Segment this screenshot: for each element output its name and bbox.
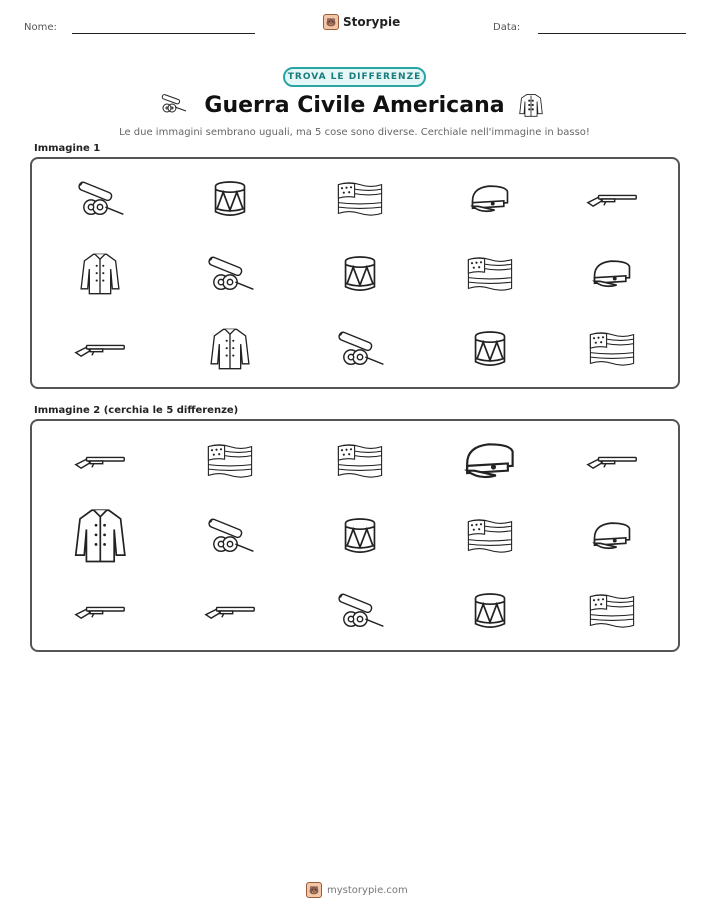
name-line[interactable] (72, 33, 255, 34)
title-coat-icon (518, 92, 544, 122)
flag-icon (557, 314, 667, 384)
flag-icon (305, 164, 415, 234)
musket-icon[interactable] (45, 576, 155, 646)
image2-panel[interactable] (30, 419, 680, 652)
drum-icon[interactable] (305, 501, 415, 571)
coat-icon[interactable] (45, 501, 155, 571)
page-title: Guerra Civile Americana (204, 93, 505, 118)
cap-icon (435, 164, 545, 234)
cannon-icon[interactable] (305, 576, 415, 646)
storypie-footer-icon: 🐻 (306, 882, 322, 898)
date-label: Data: (493, 22, 521, 33)
flag-icon[interactable] (305, 426, 415, 496)
drum-icon (305, 239, 415, 309)
musket-icon[interactable] (557, 426, 667, 496)
image1-label: Immagine 1 (34, 143, 101, 154)
date-line[interactable] (538, 33, 686, 34)
storypie-icon: 🐻 (323, 14, 339, 30)
musket-icon (45, 314, 155, 384)
drum-icon[interactable] (435, 576, 545, 646)
cap-icon[interactable] (557, 501, 667, 571)
coat-icon (45, 239, 155, 309)
coat-icon (175, 314, 285, 384)
flag-icon[interactable] (435, 501, 545, 571)
drum-icon (435, 314, 545, 384)
cannon-icon[interactable] (175, 501, 285, 571)
cap-icon[interactable] (435, 426, 545, 496)
musket-icon (557, 164, 667, 234)
musket-icon[interactable] (45, 426, 155, 496)
musket-icon[interactable] (175, 576, 285, 646)
image2-label: Immagine 2 (cerchia le 5 differenze) (34, 405, 239, 416)
footer (306, 882, 408, 898)
brand-logo (323, 14, 400, 30)
flag-icon (435, 239, 545, 309)
cannon-icon (45, 164, 155, 234)
image1-panel (30, 157, 680, 389)
instructions: Le due immagini sembrano uguali, ma 5 cose sono diverse. Cerchiale nell'immagine in basso! (119, 127, 590, 138)
cannon-icon (305, 314, 415, 384)
brand-name: Storypie (343, 15, 401, 29)
cannon-icon (175, 239, 285, 309)
activity-badge: TROVA LE DIFFERENZE (283, 67, 426, 87)
cap-icon (557, 239, 667, 309)
name-label: Nome: (24, 22, 57, 33)
flag-icon[interactable] (557, 576, 667, 646)
drum-icon (175, 164, 285, 234)
flag-icon[interactable] (175, 426, 285, 496)
footer-url[interactable]: mystorypie.com (327, 884, 408, 896)
